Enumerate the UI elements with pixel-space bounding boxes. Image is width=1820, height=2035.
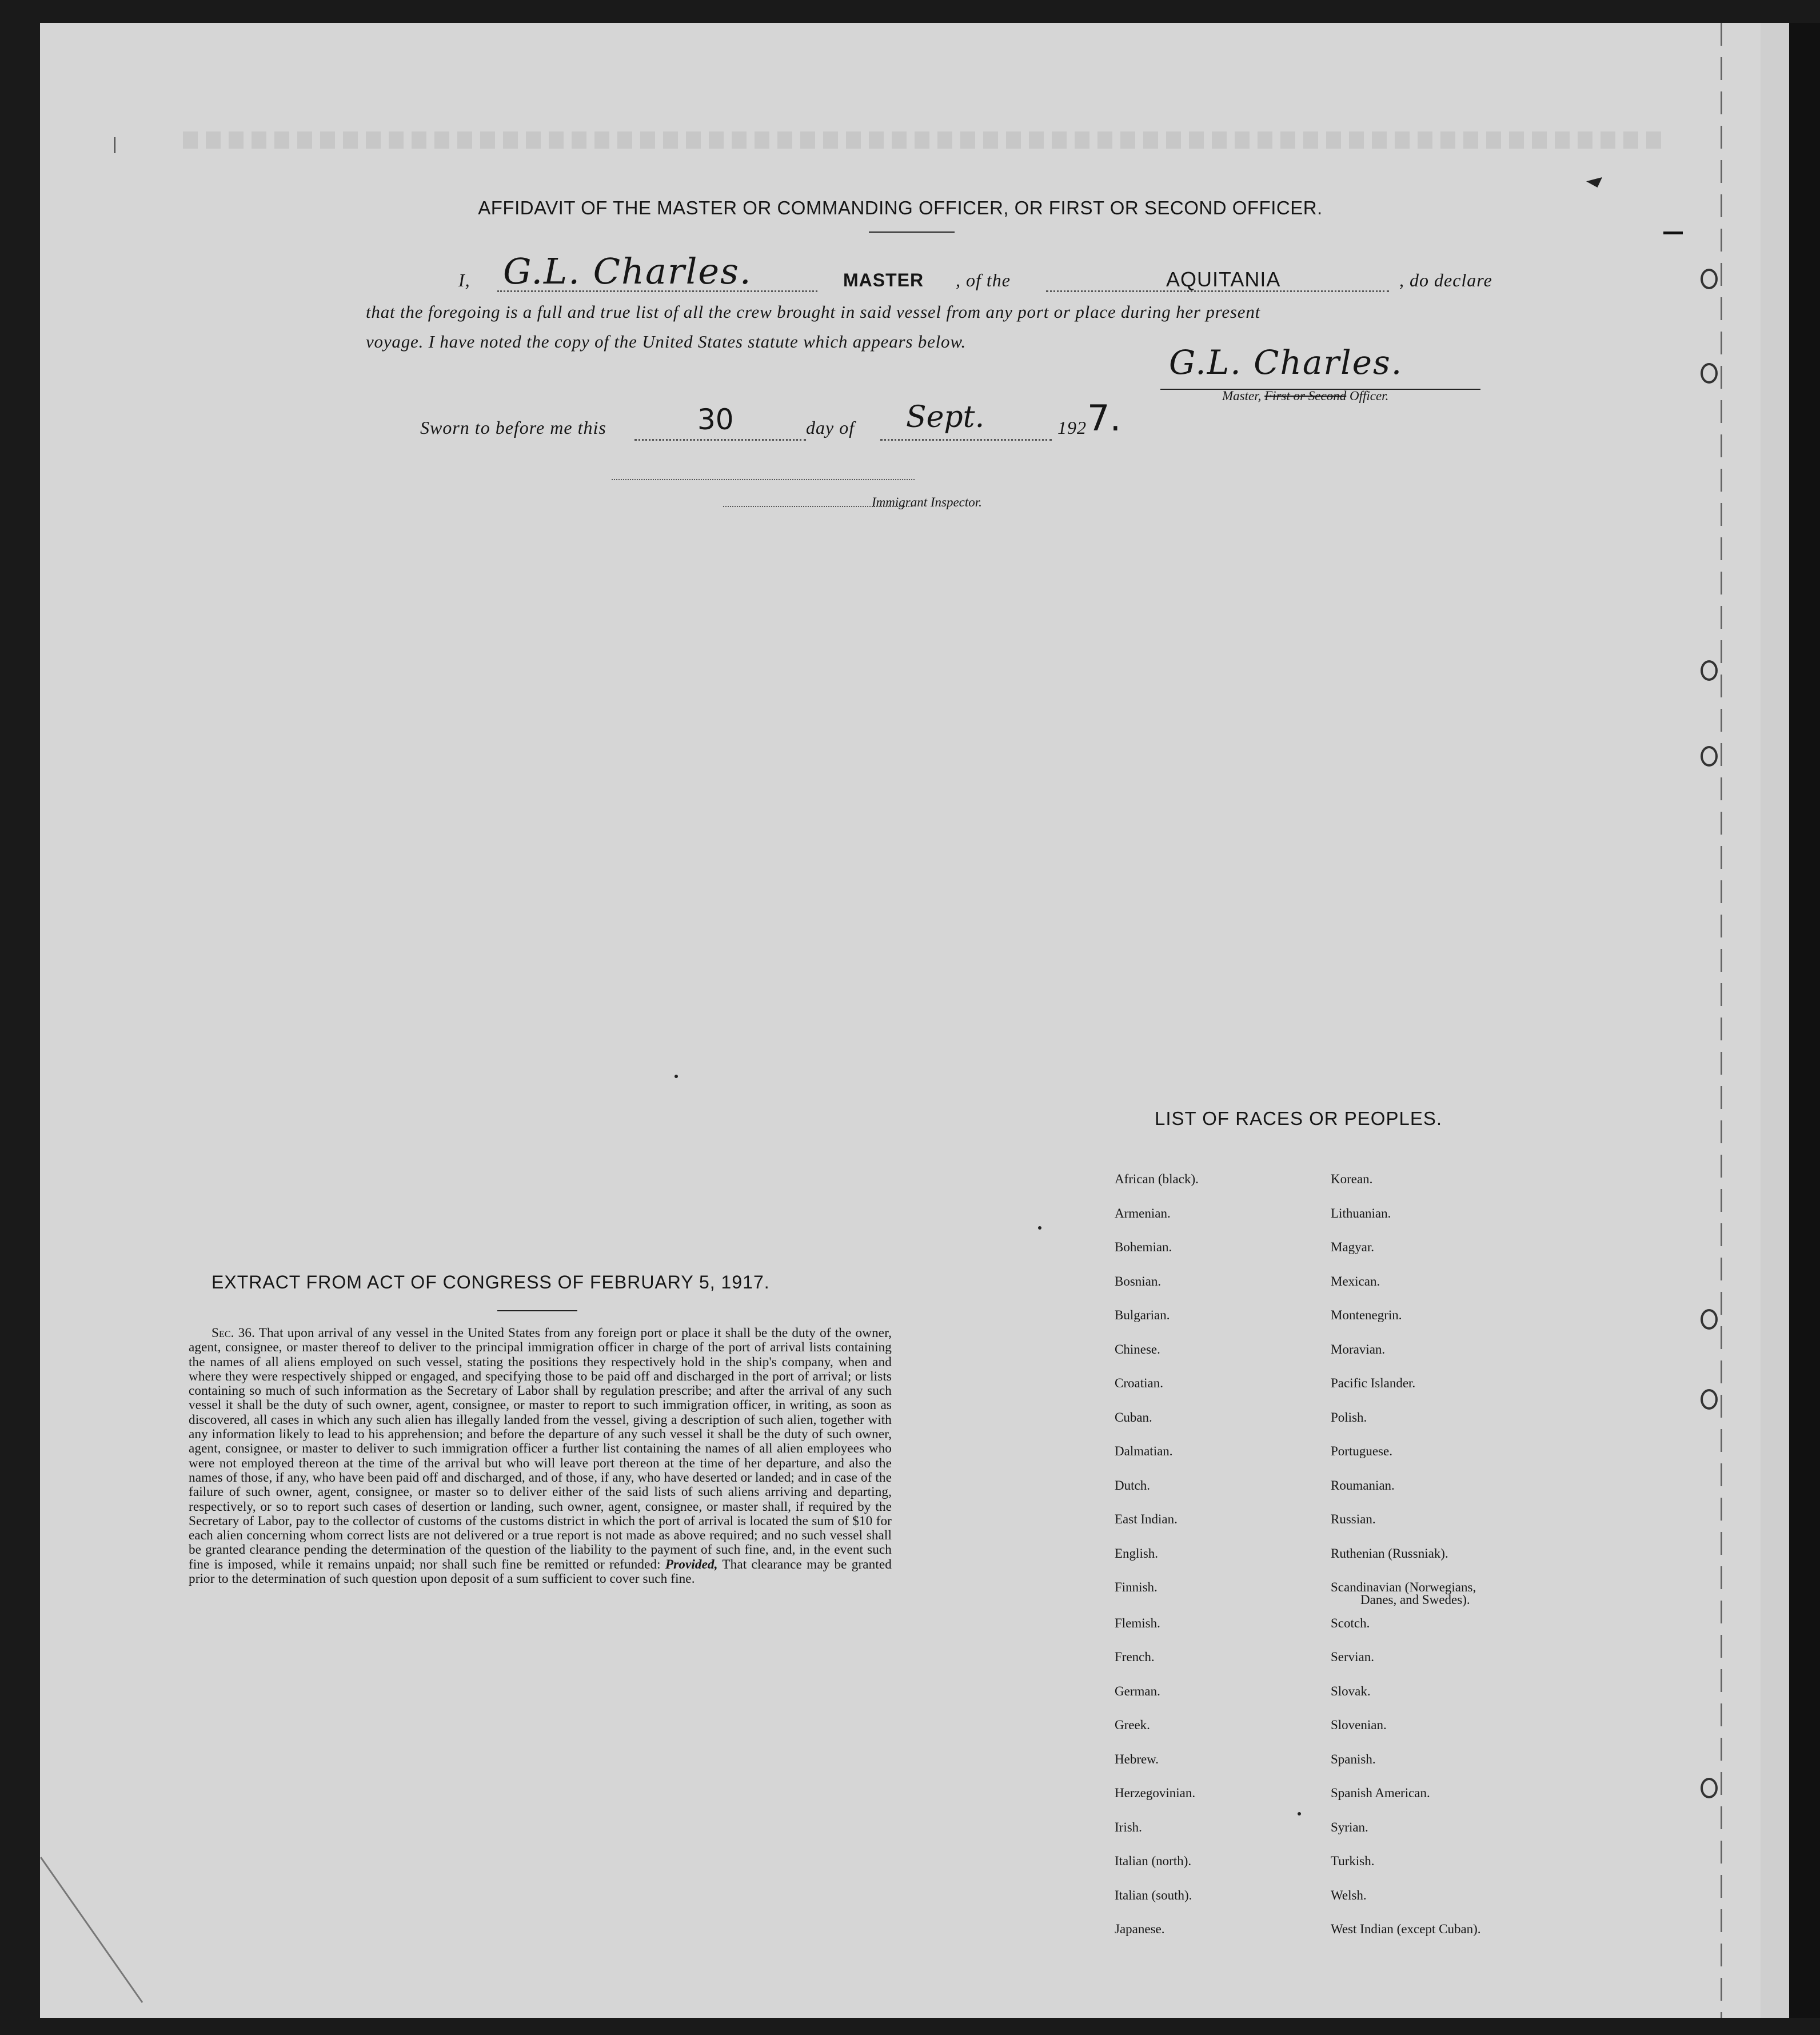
- ink-speck: [1038, 1226, 1041, 1230]
- race-right-item: Servian.: [1331, 1650, 1375, 1664]
- binding-hole-1: [1701, 269, 1718, 289]
- page-arrow-mark: [1586, 177, 1602, 187]
- race-right-item: Ruthenian (Russniak).: [1331, 1546, 1448, 1561]
- ink-speck: [1298, 1812, 1301, 1815]
- race-left-item: East Indian.: [1115, 1512, 1178, 1526]
- vessel-blank-line: [1046, 290, 1389, 292]
- race-left-item: Bohemian.: [1115, 1240, 1172, 1254]
- race-left-item: Greek.: [1115, 1718, 1150, 1732]
- affidavit-title: AFFIDAVIT OF THE MASTER OR COMMANDING OFFICER, OR FIRST OR SECOND OFFICER.: [478, 197, 1323, 218]
- binding-hole-7: [1701, 1778, 1718, 1798]
- race-right-item: Scotch.: [1331, 1615, 1370, 1630]
- race-left-item: Italian (north).: [1115, 1854, 1192, 1868]
- race-left-item: Armenian.: [1115, 1206, 1171, 1220]
- statute-text: [189, 1326, 892, 1586]
- torn-corner-line: [40, 1857, 143, 2003]
- race-right-item: Moravian.: [1331, 1342, 1386, 1356]
- affidavit-line-3: voyage. I have noted the copy of the United States statute which appears below.: [366, 332, 967, 352]
- statute-provided: Provided,: [665, 1557, 718, 1572]
- binding-line: [1721, 23, 1722, 2018]
- year-suffix: 7.: [1087, 397, 1121, 439]
- left-margin-tick: [114, 137, 115, 153]
- race-right-item: West Indian (except Cuban).: [1331, 1922, 1481, 1936]
- affidavit-i: I,: [458, 270, 470, 290]
- do-declare-text: , do declare: [1399, 270, 1492, 290]
- caption-master: Master,: [1222, 389, 1262, 403]
- month-blank-line: [880, 439, 1052, 441]
- name-blank-line: [497, 290, 817, 292]
- extract-title: EXTRACT FROM ACT OF CONGRESS OF FEBRUARY 5, 1917.: [211, 1272, 770, 1292]
- affidavit-line-2: that the foregoing is a full and true list of all the crew brought in said vessel from any port or place during her present: [366, 302, 1261, 322]
- day-value: 30: [697, 403, 734, 436]
- inspector-caption: Immigrant Inspector.: [872, 495, 982, 509]
- race-right-item: Syrian.: [1331, 1819, 1368, 1834]
- race-left-item: Chinese.: [1115, 1342, 1160, 1356]
- race-right-item: Welsh.: [1331, 1888, 1367, 1902]
- officer-signature: G.L. Charles.: [1169, 343, 1403, 382]
- binding-hole-6: [1701, 1389, 1718, 1410]
- race-scandinavian-continued: Danes, and Swedes).: [1360, 1593, 1470, 1607]
- race-left-item: Japanese.: [1115, 1922, 1165, 1936]
- race-left-item: English.: [1115, 1546, 1159, 1561]
- race-left-item: Bulgarian.: [1115, 1308, 1170, 1322]
- race-right-item: Polish.: [1331, 1410, 1367, 1424]
- statute-part-2: That clearance may be granted prior to the determination of such question upon deposit of a sum sufficient to cover such fine.: [189, 1557, 892, 1587]
- sworn-text: Sworn to before me this: [420, 417, 606, 438]
- rank-master: MASTER: [843, 270, 924, 290]
- race-left-item: Dutch.: [1115, 1478, 1150, 1493]
- race-right-item: Slovak.: [1331, 1683, 1371, 1698]
- race-left-item: Irish.: [1115, 1819, 1142, 1834]
- day-of-text: day of: [806, 417, 855, 438]
- statute-part-1: That upon arrival of any vessel in the United States from any foreign port or place it shall be the duty of the owner, agent, consignee, or master thereof to deliver to the principal immigration officer in charge of the port of arrival lists containing the names of all aliens employed on such vessel, stating the positions they respectively hold in the ship's company, when and where they were respectively shipped or engaged, and specifying those to be paid off and discharged in the port of arrival; or lists containing so much of such information as the Secretary of Labor shall by regulation prescribe; and after the arrival of any such vessel it shall be the duty of such owner, agent, consignee, or master to report to such immigration officer, in writing, as soon as discovered, all cases in which any such alien has illegally landed from the vessel, giving a description of such alien, together with any information likely to lead to his apprehension; and before the departure of any such vessel it shall be the duty of such owner, agent, consignee, or master to deliver to such immigration officer a further list containing the names of all alien employees who were not employed thereon at the time of the arrival but who will leave port thereon at the time of her departure, and also the names of those, if any, who have been paid off and discharged, and of those, if any, who have deserted or landed; and in case of the failure of such owner, agent, consignee, or master so to deliver either of the said lists of such aliens arriving and departing, respectively, or so to report such cases of desertion or landing, such owner, agent, consignee, or master shall, if required by the Secretary of Labor, pay to the collector of customs of the customs district in which the port of arrival is located the sum of $10 for each alien concerning whom correct lists are not delivered or a true report is not made as above required; and no such vessel shall be granted clearance pending the determination of the question of the liability to the payment of such fine, and, in the event such fine is imposed, while it remains unpaid; nor shall such fine be remitted or refunded:: [189, 1326, 892, 1572]
- master-signature: G.L. Charles.: [503, 250, 752, 292]
- bleed-through-text: [183, 131, 1669, 149]
- race-right-item: Korean.: [1331, 1172, 1373, 1186]
- race-left-item: French.: [1115, 1650, 1155, 1664]
- race-left-item: German.: [1115, 1683, 1160, 1698]
- document-page: [40, 23, 1761, 2018]
- race-right-item: Spanish American.: [1331, 1786, 1430, 1800]
- binding-hole-4: [1701, 746, 1718, 767]
- race-left-item: Croatian.: [1115, 1376, 1163, 1390]
- race-right-item: Magyar.: [1331, 1240, 1375, 1254]
- day-blank-line: [634, 439, 806, 441]
- race-right-item: Slovenian.: [1331, 1718, 1387, 1732]
- race-left-item: Finnish.: [1115, 1580, 1158, 1594]
- page-dash-mark: [1663, 232, 1683, 234]
- caption-struck: First or Second: [1264, 389, 1347, 403]
- race-right-item: Russian.: [1331, 1512, 1376, 1526]
- race-right-item: Scandinavian (Norwegians,: [1331, 1580, 1476, 1594]
- section-label: Sec. 36.: [211, 1326, 255, 1340]
- signer-caption: [1222, 389, 1388, 404]
- year-prefix: 192: [1057, 417, 1087, 438]
- race-left-item: Dalmatian.: [1115, 1444, 1173, 1458]
- race-left-item: Hebrew.: [1115, 1751, 1159, 1766]
- race-right-item: Spanish.: [1331, 1751, 1376, 1766]
- race-right-item: Roumanian.: [1331, 1478, 1395, 1493]
- binding-hole-5: [1701, 1309, 1718, 1330]
- caption-officer: Officer.: [1349, 389, 1389, 403]
- race-left-item: Cuban.: [1115, 1410, 1152, 1424]
- race-right-item: Montenegrin.: [1331, 1308, 1402, 1322]
- race-left-item: Italian (south).: [1115, 1888, 1192, 1902]
- race-left-item: Herzegovinian.: [1115, 1786, 1196, 1800]
- page-edge-strip: [1761, 23, 1789, 2018]
- race-left-item: African (black).: [1115, 1172, 1199, 1186]
- ink-speck: [674, 1075, 678, 1078]
- extract-title-underline: [497, 1310, 577, 1311]
- of-the-text: , of the: [956, 270, 1011, 290]
- title-underline: [869, 232, 955, 233]
- scan-border: [1789, 23, 1820, 2018]
- month-value: Sept.: [906, 400, 985, 434]
- race-right-item: Mexican.: [1331, 1274, 1380, 1288]
- binding-hole-2: [1701, 363, 1718, 384]
- race-right-item: Portuguese.: [1331, 1444, 1392, 1458]
- race-right-item: Turkish.: [1331, 1854, 1375, 1868]
- race-right-item: Lithuanian.: [1331, 1206, 1391, 1220]
- races-list-title: LIST OF RACES OR PEOPLES.: [1155, 1108, 1443, 1129]
- race-left-item: Bosnian.: [1115, 1274, 1162, 1288]
- vessel-name: AQUITANIA: [1166, 268, 1281, 291]
- race-left-item: Flemish.: [1115, 1615, 1160, 1630]
- race-right-item: Pacific Islander.: [1331, 1376, 1416, 1390]
- inspector-signature-line: [612, 479, 915, 480]
- binding-hole-3: [1701, 660, 1718, 681]
